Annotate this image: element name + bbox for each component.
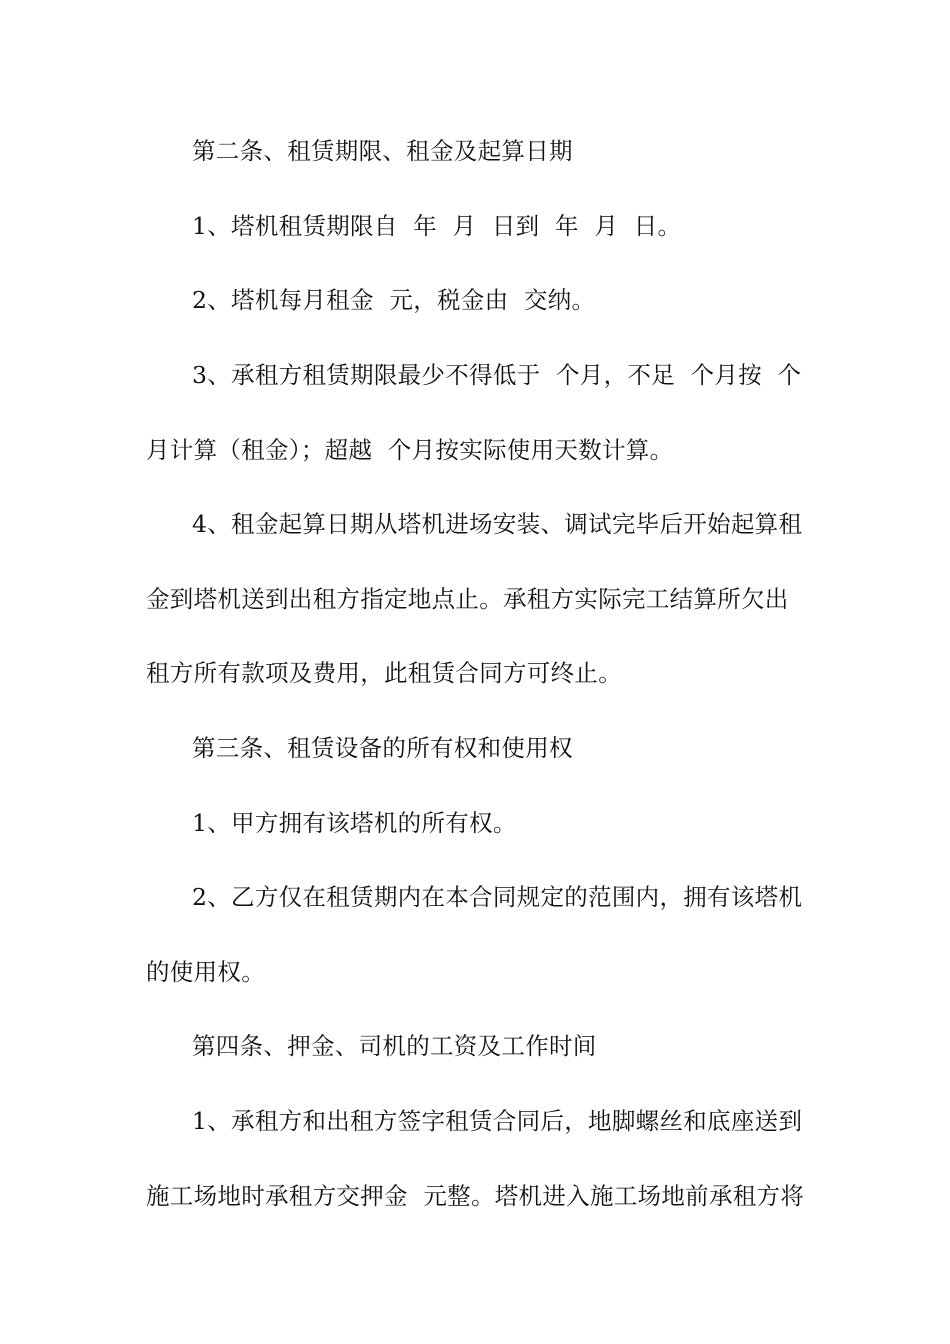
paragraph-line: 金到塔机送到出租方指定地点止。承租方实际完工结算所欠出 [146,585,789,613]
paragraph-line: 的使用权。 [146,958,265,986]
paragraph-line: 月计算（租金）；超越 个月按实际使用天数计算。 [146,436,674,464]
paragraph-line: 4、租金起算日期从塔机进场安装、调试完毕后开始起算租 [192,510,803,538]
paragraph-line: 1、塔机租赁期限自 年 月 日到 年 月 日。 [192,212,682,240]
paragraph-line: 2、乙方仅在租赁期内在本合同规定的范围内，拥有该塔机 [192,883,803,911]
paragraph-line: 1、甲方拥有该塔机的所有权。 [192,809,517,837]
paragraph-line: 2、塔机每月租金 元，税金由 交纳。 [192,286,596,314]
section-4-heading: 第四条、押金、司机的工资及工作时间 [192,1032,597,1060]
section-3-heading: 第三条、租赁设备的所有权和使用权 [192,734,573,762]
paragraph-line: 施工场地时承租方交押金 元整。塔机进入施工场地前承租方将 [146,1182,805,1210]
paragraph-line: 1、承租方和出租方签字租赁合同后，地脚螺丝和底座送到 [192,1107,803,1135]
section-2-heading: 第二条、租赁期限、租金及起算日期 [192,137,573,165]
paragraph-line: 租方所有款项及费用，此租赁合同方可终止。 [146,659,622,687]
paragraph-line: 3、承租方租赁期限最少不得低于 个月，不足 个月按 个 [192,361,802,389]
